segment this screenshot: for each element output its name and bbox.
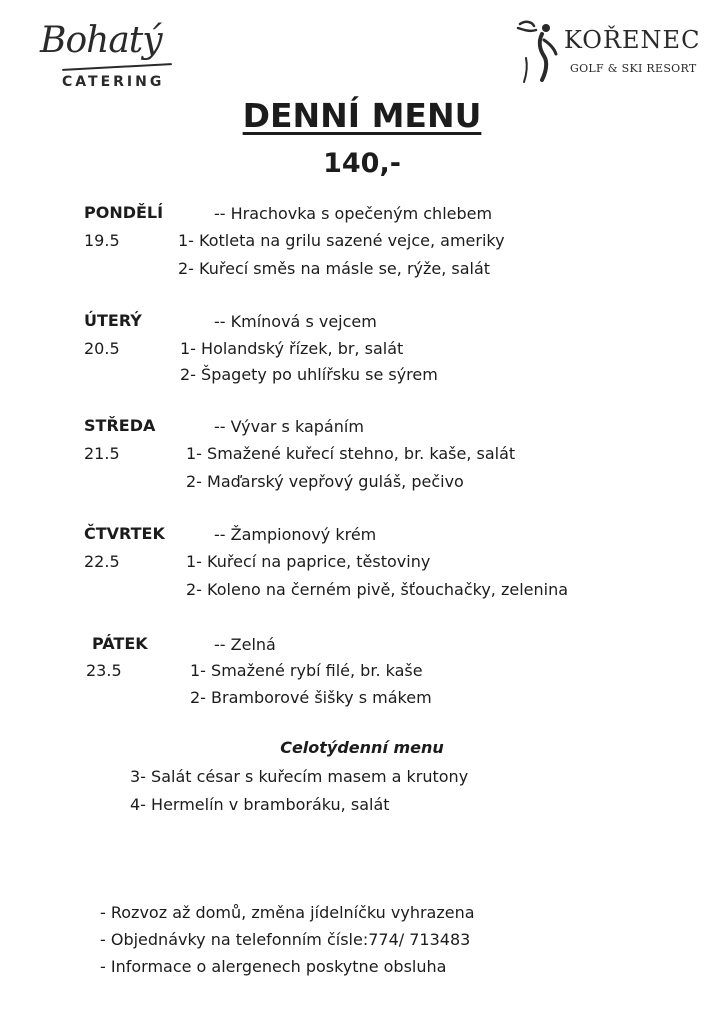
bohaty-catering-logo xyxy=(36,18,186,93)
day-label: PONDĚLÍ xyxy=(84,203,164,222)
meal-item: 2- Maďarský vepřový guláš, pečivo xyxy=(186,472,464,491)
meal-item: 2- Koleno na černém pivě, šťouchačky, zelenina xyxy=(186,580,569,599)
footer-note: - Rozvoz až domů, změna jídelníčku vyhrazena xyxy=(100,903,475,922)
soup-item: -- Kmínová s vejcem xyxy=(214,312,377,331)
meal-item: 1- Smažené rybí filé, br. kaše xyxy=(190,661,423,680)
day-date: 20.5 xyxy=(84,339,120,358)
soup-item: -- Vývar s kapáním xyxy=(214,417,364,436)
day-date: 23.5 xyxy=(86,661,122,680)
day-label: PÁTEK xyxy=(92,634,148,653)
meal-item: 2- Bramborové šišky s mákem xyxy=(190,688,432,707)
meal-item: 1- Kuřecí na paprice, těstoviny xyxy=(186,552,431,571)
meal-item: 1- Kotleta na grilu sazené vejce, ameriky xyxy=(178,231,505,250)
weekly-menu-item: 4- Hermelín v bramboráku, salát xyxy=(130,795,390,814)
day-label: ÚTERÝ xyxy=(84,311,142,330)
brand-left-underline xyxy=(62,63,172,71)
footer-note: - Objednávky na telefonním čísle:774/ 713483 xyxy=(100,930,471,949)
brand-right-tagline: GOLF & SKI RESORT xyxy=(570,62,697,75)
day-label: ČTVRTEK xyxy=(84,524,165,543)
meal-item: 1- Smažené kuřecí stehno, br. kaše, salát xyxy=(186,444,516,463)
footer-note: - Informace o alergenech poskytne obsluha xyxy=(100,957,447,976)
meal-item: 1- Holandský řízek, br, salát xyxy=(180,339,404,358)
korenec-resort-logo xyxy=(512,18,712,86)
weekly-menu-item: 3- Salát césar s kuřecím masem a krutony xyxy=(130,767,469,786)
day-date: 21.5 xyxy=(84,444,120,463)
meal-item: 2- Špagety po uhlířsku se sýrem xyxy=(180,365,438,384)
day-date: 19.5 xyxy=(84,231,120,250)
menu-price: 140,- xyxy=(323,148,401,179)
brand-left-sub: CATERING xyxy=(62,74,165,90)
golfer-icon xyxy=(512,18,562,84)
weekly-menu-title: Celotýdenní menu xyxy=(280,738,444,757)
soup-item: -- Zelná xyxy=(214,635,276,654)
soup-item: -- Hrachovka s opečeným chlebem xyxy=(214,204,493,223)
page-title: DENNÍ MENU xyxy=(242,96,482,135)
brand-right-name: KOŘENEC xyxy=(564,26,701,54)
brand-left-script: Bohatý xyxy=(40,20,162,61)
day-date: 22.5 xyxy=(84,552,120,571)
meal-item: 2- Kuřecí směs na másle se, rýže, salát xyxy=(178,259,491,278)
soup-item: -- Žampionový krém xyxy=(214,525,377,544)
day-label: STŘEDA xyxy=(84,416,156,435)
